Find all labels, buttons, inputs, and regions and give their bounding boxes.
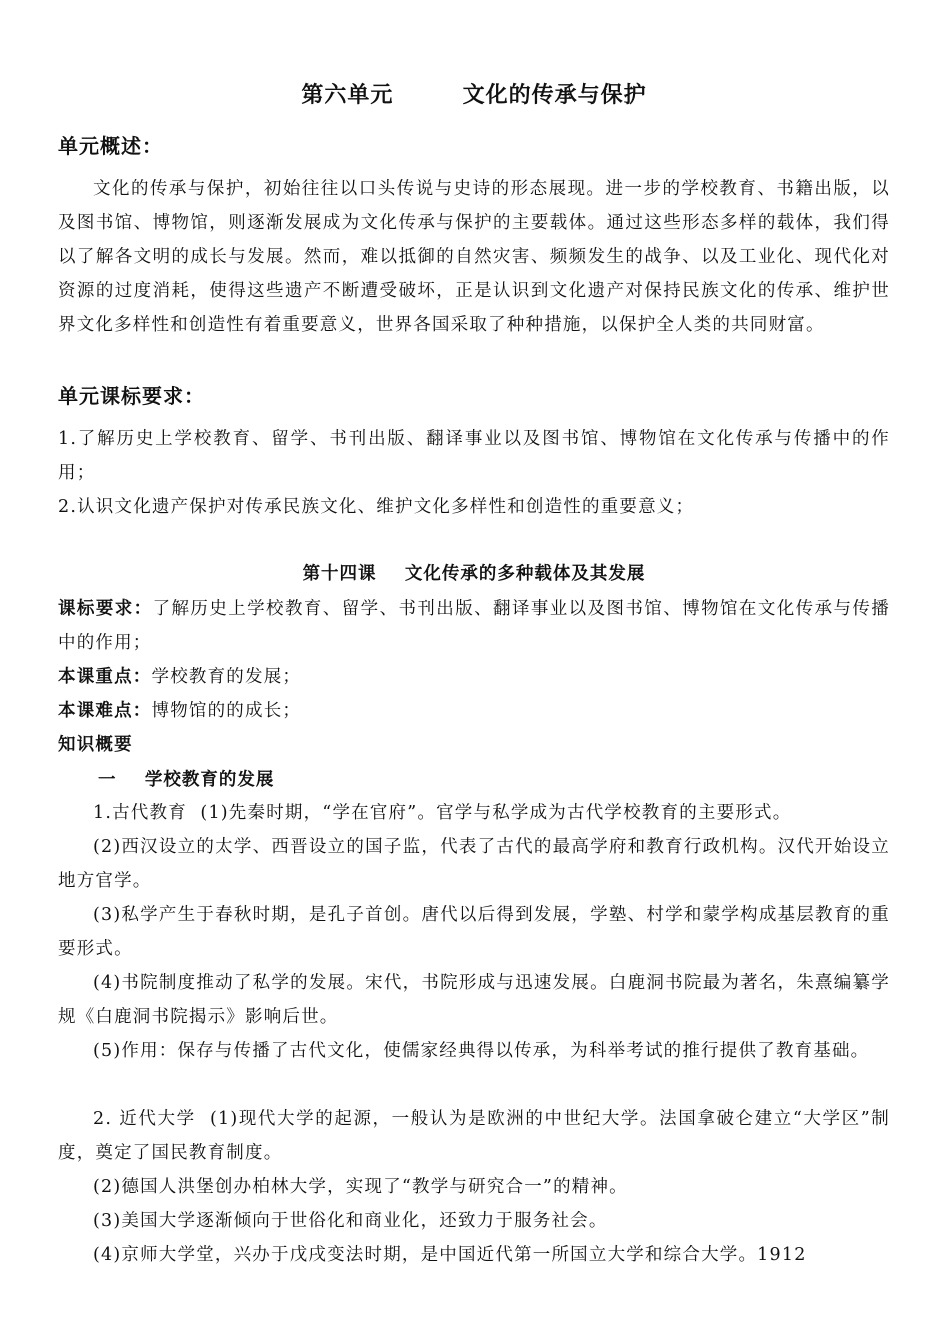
- paragraph-7: (2)德国人洪堡创办柏林大学，实现了“教学与研究合一”的精神。: [93, 1177, 628, 1197]
- knowledge-overview-label: 知识概要: [58, 735, 133, 755]
- paragraph-2: (2)西汉设立的太学、西晋设立的国子监，代表了古代的最高学府和教育行政机构。汉代开始设立地方官学。: [58, 837, 890, 891]
- difficulty-label: 本课难点：: [58, 701, 152, 721]
- standard-label: 课标要求：: [58, 599, 153, 619]
- standard-text: 了解历史上学校教育、留学、书刊出版、翻译事业以及图书馆、博物馆在文化传承与传播中的作用；: [58, 599, 891, 653]
- overview-paragraph: 文化的传承与保护，初始往往以口头传说与史诗的形态展现。进一步的学校教育、书籍出版，以及图书馆、博物馆，则逐渐发展成为文化传承与保护的主要载体。通过这些形态多样的载体，我们得以了解各文明的成长与发展。然而，难以抵御的自然灾害、频频发生的战争、以及工业化、现代化对资源的过度消耗，使得这些遗产不断遭受破坏，正是认识到文化遗产对保持民族文化的传承、维护世界文化多样性和创造性有着重要意义，世界各国采取了种种措施，以保护全人类的共同财富。: [58, 179, 890, 335]
- paragraph-3: (3)私学产生于春秋时期，是孔子首创。唐代以后得到发展，学塾、村学和蒙学构成基层教育的重要形式。: [58, 905, 890, 959]
- lesson-title: 第十四课 文化传承的多种载体及其发展: [302, 564, 646, 584]
- unit-title: 第六单元 文化的传承与保护: [301, 83, 647, 108]
- paragraph-9: (4)京师大学堂，兴办于戊戌变法时期，是中国近代第一所国立大学和综合大学。1912: [93, 1245, 807, 1265]
- paragraph-4: (4)书院制度推动了私学的发展。宋代，书院形成与迅速发展。白鹿洞书院最为著名，朱熹编纂学规《白鹿洞书院揭示》影响后世。: [58, 973, 890, 1027]
- lesson-key-point: [58, 660, 890, 694]
- paragraph-8: (3)美国大学逐渐倾向于世俗化和商业化，还致力于服务社会。: [93, 1211, 608, 1231]
- requirements-heading: 单元课标要求：: [58, 384, 205, 408]
- overview-heading: 单元概述：: [58, 134, 163, 158]
- lesson-difficulty: [58, 694, 890, 728]
- key-label: 本课重点：: [58, 667, 152, 687]
- paragraph-5: (5)作用：保存与传播了古代文化，使儒家经典得以传承，为科举考试的推行提供了教育基础。: [93, 1041, 870, 1061]
- paragraph-6: 2. 近代大学 (1)现代大学的起源，一般认为是欧洲的中世纪大学。法国拿破仑建立“大学区”制度，奠定了国民教育制度。: [58, 1109, 890, 1163]
- paragraph-1: 1.古代教育 (1)先秦时期，“学在官府”。官学与私学成为古代学校教育的主要形式。: [93, 803, 792, 823]
- requirement-item-1: 1.了解历史上学校教育、留学、书刊出版、翻译事业以及图书馆、博物馆在文化传承与传播中的作用；: [58, 429, 890, 483]
- key-text: 学校教育的发展；: [151, 667, 302, 687]
- requirement-item-2: 2.认识文化遗产保护对传承民族文化、维护文化多样性和创造性的重要意义；: [58, 497, 695, 517]
- lesson-standard: [58, 592, 890, 660]
- section-1-title: 一 学校教育的发展: [98, 770, 275, 790]
- difficulty-text: 博物馆的的成长；: [151, 701, 302, 721]
